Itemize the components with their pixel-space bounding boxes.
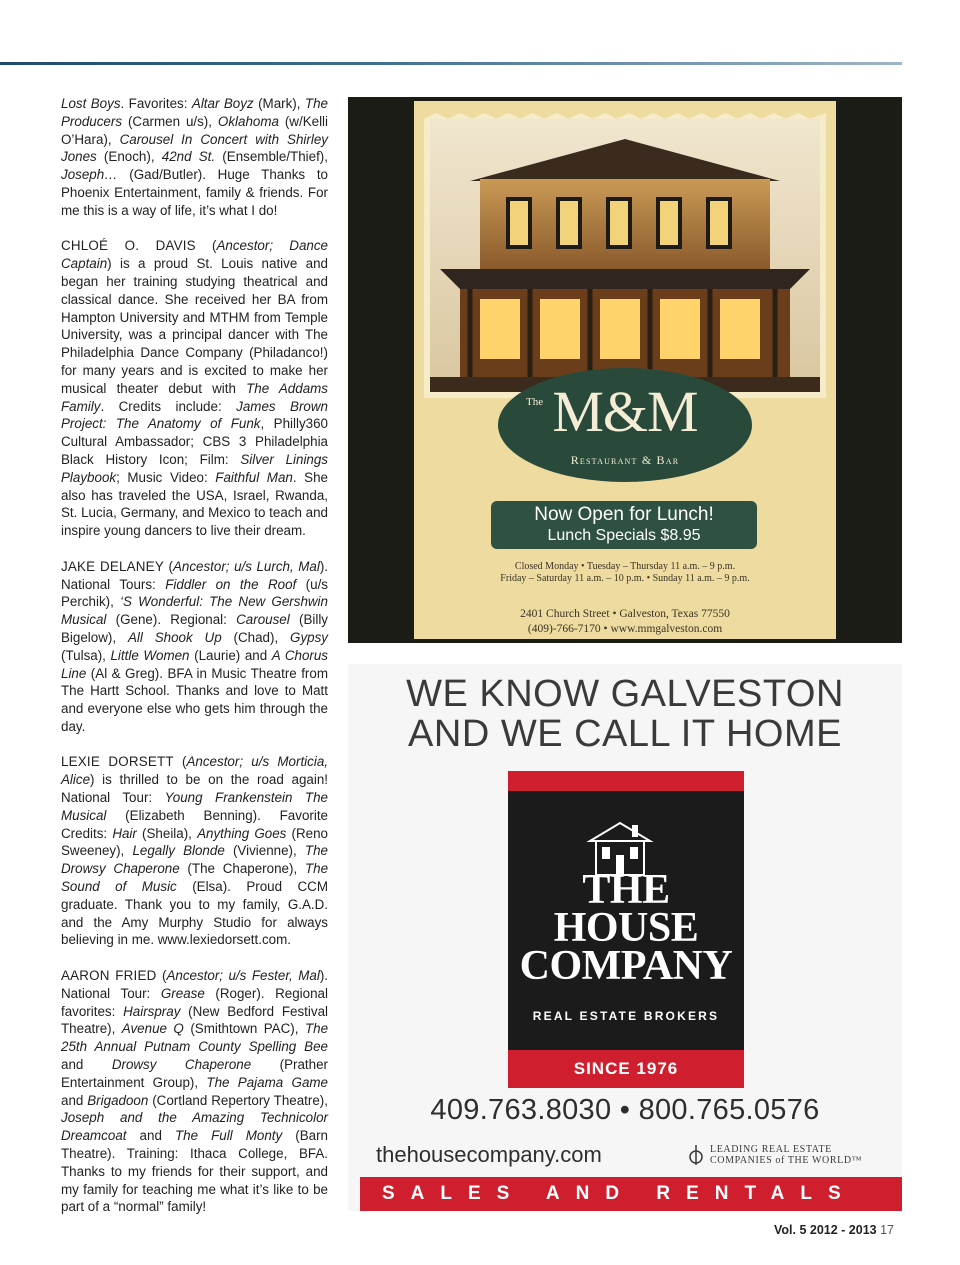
house-company-ad [348, 664, 902, 1211]
leading-real-estate-logo [688, 1144, 888, 1166]
house-website: thehousecompany.com [376, 1142, 602, 1167]
bio-text: (Enoch), [96, 149, 162, 165]
bio-text: (w/Kelli O’Hara), [61, 113, 329, 147]
bio-italic-title: The Full Monty [174, 1128, 283, 1144]
logo-line-house: HOUSE [553, 905, 699, 951]
mm-hours-line2: Friday – Saturday 11 a.m. – 10 p.m. • Sunday 11 a.m. – 9 p.m. [500, 573, 750, 584]
bio-text: (Al & Greg). BFA in Music Theatre from The Hartt School. Thanks and love to Matt and everyone else who gets him through the day. [61, 665, 328, 734]
bio-paragraph [61, 237, 328, 540]
bio-name: LEXIE DORSETT [61, 754, 174, 770]
bio-italic-title: Altar Boyz [191, 96, 254, 111]
bio-text: (Elizabeth Benning). Favorite Credits: [61, 807, 328, 841]
mm-hours [414, 561, 836, 585]
bio-text: (Ensemble/Thief), [215, 149, 328, 165]
bio-text: ). National Tour: [61, 968, 328, 1001]
bio-italic-title: James Brown Project: The Anatomy of Funk [61, 398, 329, 432]
leading-line1: LEADING REAL ESTATE [710, 1144, 832, 1155]
lunch-banner [491, 501, 757, 549]
bio-italic-title: The 25th Annual Putnam County Spelling Bee [61, 1021, 329, 1055]
bio-italic-title: Fiddler on the Roof [165, 576, 297, 592]
house-ad-headline [348, 674, 902, 754]
bio-italic-title: Ancestor; Dance Captain [61, 238, 329, 272]
bio-italic-title: Legally Blonde [132, 843, 225, 859]
bio-text: (Mark), [253, 96, 305, 111]
bio-text: ; Music Video: [116, 469, 216, 485]
restaurant-photo [424, 113, 826, 398]
bio-name: JAKE DELANEY [61, 558, 164, 574]
bio-text: (Barn Theatre). Training: Ithaca College, BFA. Thanks to my friends for their support, and my family for teaching me what it’s like to be part of a “normal” family! [61, 1128, 328, 1215]
bio-text: (Roger). Regional favorites: [61, 985, 328, 1019]
mm-ad-panel [414, 101, 836, 639]
bio-italic-title: Ancestor; u/s Morticia, Alice [61, 754, 328, 788]
bio-italic-title: Little Women [110, 647, 190, 663]
bio-text: (Gad/Butler). Huge Thanks to Phoenix Entertainment, family & friends. For me this is a way of life, it’s what I do! [61, 167, 328, 218]
house-phone-numbers: 409.763.8030 • 800.765.0576 [430, 1094, 820, 1126]
bio-text: , Philly360 Cultural Ambassador; CBS 3 Philadelphia Black History Icon; Film: [61, 416, 328, 467]
bio-italic-title: Drowsy Chaperone [111, 1057, 252, 1073]
volume-label: Vol. 5 2012 - 2013 [774, 1223, 877, 1237]
bio-paragraph [61, 967, 328, 1216]
mm-contact: (409)-766-7170 • www.mmgalveston.com [527, 623, 723, 635]
bio-italic-title: Hair [112, 825, 137, 841]
lunch-banner-line1: Now Open for Lunch! [534, 504, 714, 525]
bio-italic-title: A Chorus Line [61, 647, 328, 681]
bio-italic-title: Anything Goes [197, 825, 287, 841]
bio-italic-title: Young Frankenstein The Musical [61, 790, 328, 823]
leading-line2: COMPANIES of THE WORLD™ [710, 1155, 863, 1166]
bio-text: ( [195, 238, 217, 254]
bio-name: AARON FRIED [61, 968, 157, 984]
bio-text: (Sheila), [136, 825, 198, 841]
bio-italic-title: Faithful Man [215, 469, 293, 485]
mm-hours-line1: Closed Monday • Tuesday – Thursday 11 a.m. – 9 p.m. [514, 561, 736, 572]
bio-italic-title: 42nd St. [161, 149, 216, 165]
bio-italic-title: All Shook Up [127, 629, 222, 645]
bio-italic-title: The Sound of Music [61, 861, 329, 895]
bio-italic-title: Carousel [236, 612, 290, 628]
house-company-logo [508, 867, 744, 989]
bio-italic-title: The Producers [61, 96, 328, 129]
bio-text: (New Bedford Festival Theatre), [61, 1003, 328, 1037]
bio-text: and [61, 1092, 88, 1108]
mm-subtitle: Restaurant & Bar [570, 453, 680, 467]
page-footer [774, 1223, 894, 1237]
bio-name: CHLOÉ O. DAVIS [61, 238, 196, 254]
mm-restaurant-ad [348, 97, 902, 643]
bio-paragraph [61, 753, 328, 949]
globe-tower-icon [688, 1145, 704, 1165]
bio-text: (Cortland Repertory Theatre), [148, 1092, 328, 1108]
bio-italic-title: The Drowsy Chaperone [61, 843, 328, 877]
bio-italic-title: Ancestor; u/s Lurch, Mal [172, 558, 320, 574]
bio-text: ( [163, 558, 173, 574]
mm-logo-the: The [526, 396, 544, 408]
logo-line-company: COMPANY [519, 943, 733, 989]
top-rule [0, 62, 902, 65]
bio-text: (Carmen u/s), [122, 113, 218, 129]
bio-italic-title: Grease [160, 985, 205, 1001]
house-company-subtitle: REAL ESTATE BROKERS [532, 1009, 720, 1023]
since-badge: SINCE 1976 [508, 1050, 744, 1088]
bio-italic-title: The Addams Family [61, 380, 328, 414]
mm-logo: M&M [552, 379, 698, 444]
bio-text: (Gene). Regional: [106, 612, 237, 628]
bio-text: (Tulsa), [61, 647, 111, 663]
bio-italic-title: Joseph… [61, 167, 118, 183]
bio-text: ) is a proud St. Louis native and began her training studying theatrical and classical dance. She received her BA from Hampton University and MTHM from Temple University, was a principal dancer with The Philadelphia Dance Company (Philadanco!) for many years and is excited to make her musical theater debut with [61, 256, 328, 396]
bio-text: (Chad), [221, 629, 291, 645]
bio-italic-title: Avenue Q [121, 1021, 184, 1037]
bio-italic-title: Joseph and the Amazing Technicolor Dreamcoat [61, 1110, 328, 1144]
bio-paragraph [61, 95, 328, 220]
sales-and-rentals-banner: SALES AND RENTALS [360, 1177, 902, 1211]
bio-text: (Elsa). Proud CCM graduate. Thank you to my family, G.A.D. and the Amy Murphy Studio for always believing in me. www.lexiedorsett.com. [61, 879, 329, 948]
logo-line-the: THE [582, 867, 670, 913]
bio-italic-title: Gypsy [290, 629, 328, 645]
bio-text: (Vivienne), [224, 843, 305, 859]
bio-text: (Reno Sweeney), [61, 825, 328, 859]
mm-address [414, 607, 836, 637]
bio-text: ( [156, 968, 167, 984]
restaurant-building-illustration [430, 119, 820, 392]
bio-text: (u/s Perchik), [61, 576, 329, 610]
mm-logo-oval [498, 368, 752, 482]
bio-italic-title: ‘S Wonderful: The New Gershwin Musical [61, 594, 328, 628]
bio-text: . She also has traveled the USA, Israel, Rwanda, St. Lucia, Germany, and Mexico to teach and inspire young dancers to live their dream. [61, 469, 328, 539]
bio-text: and [126, 1128, 175, 1144]
bio-text: (Smithtown PAC), [183, 1021, 305, 1037]
bio-column [61, 95, 328, 1234]
bio-italic-title: Ancestor; u/s Fester, Mal [166, 968, 320, 984]
bio-paragraph [61, 558, 328, 736]
house-ad-headline-line2: AND WE CALL IT HOME [408, 713, 842, 755]
lunch-banner-line2: Lunch Specials $8.95 [547, 527, 701, 544]
bio-text: (Laurie) and [189, 647, 272, 663]
bio-text: (Billy Bigelow), [61, 612, 329, 645]
bio-italic-title: Carousel In Concert with Shirley Jones [61, 131, 328, 165]
bio-text: (The Chaperone), [179, 861, 305, 877]
bio-italic-title: The Pajama Game [206, 1074, 328, 1090]
mm-street-address: 2401 Church Street • Galveston, Texas 77550 [520, 608, 730, 620]
bio-text: . Credits include: [100, 398, 237, 414]
house-company-logo-box [508, 771, 744, 1088]
bio-text: and [61, 1057, 112, 1073]
bio-italic-title: Lost Boys [61, 96, 121, 111]
bio-italic-title: Hairspray [123, 1003, 181, 1019]
bio-italic-title: Oklahoma [217, 113, 279, 129]
bio-text: (Prather Entertainment Group), [61, 1057, 329, 1090]
logo-box-top-stripe [508, 771, 744, 791]
bio-italic-title: Brigadoon [87, 1092, 149, 1108]
bio-text: ). National Tours: [61, 558, 329, 592]
bio-italic-title: Silver Linings Playbook [61, 451, 329, 485]
bio-text: . Favorites: [120, 96, 192, 111]
bio-text: ) is thrilled to be on the road again! National Tour: [61, 772, 328, 806]
bio-text: ( [173, 754, 187, 770]
house-ad-headline-line1: WE KNOW GALVESTON [406, 673, 844, 715]
page-number: 17 [880, 1223, 895, 1237]
